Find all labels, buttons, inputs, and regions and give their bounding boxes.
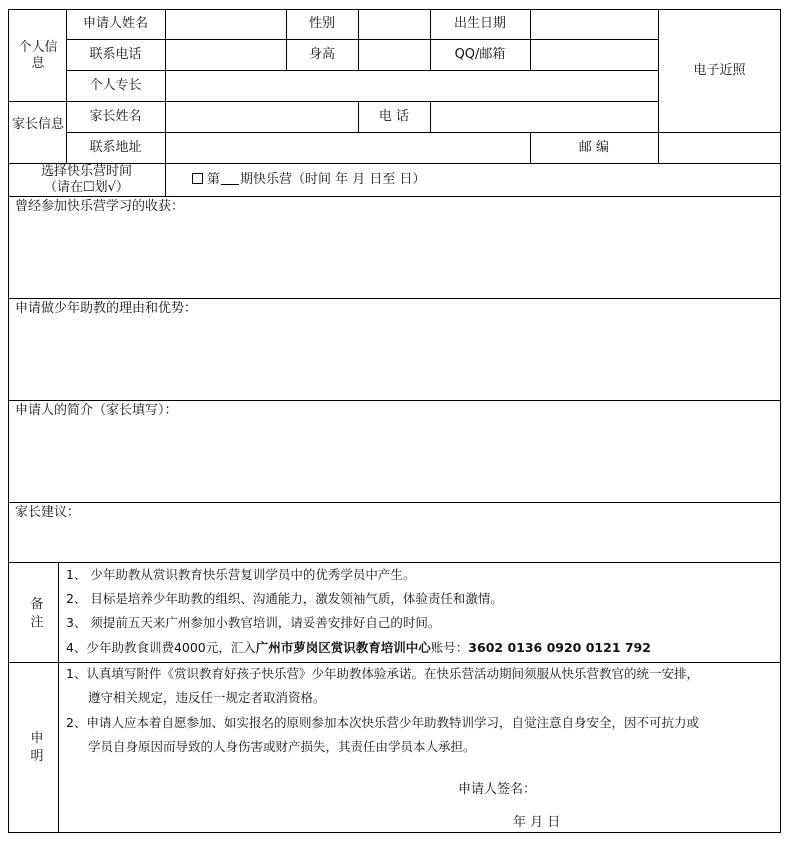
advice-field[interactable] (9, 522, 780, 562)
camp-option-prefix: 第 (207, 172, 221, 187)
height-label: 身高 (308, 47, 335, 62)
parent-phone-field[interactable] (431, 102, 658, 132)
intro-label: 申请人的简介（家长填写）： (15, 403, 178, 418)
remark-4-mid: 账号： (430, 640, 469, 655)
col-divider (58, 562, 59, 833)
remark-4-org: 广州市萝岗区赏识教育培训中心 (255, 640, 431, 655)
personal-info-label: 个人信息 (18, 40, 58, 71)
statement-2-line-1: 2、申请人应本着自愿参加、如实报名的原则参加本次快乐营少年助教特训学习，自觉注意自身安全，因不可抗力或 (66, 715, 699, 730)
row-divider (8, 400, 781, 401)
row-divider (8, 196, 781, 197)
signature-field[interactable] (546, 778, 706, 798)
row-divider (8, 662, 781, 663)
remark-4 (66, 640, 651, 656)
border-right (780, 9, 781, 833)
remark-2: 2、 目标是培养少年助教的组织、沟通能力，激发领袖气质，体验责任和激情。 (66, 591, 503, 606)
specialty-field[interactable] (166, 71, 658, 101)
parent-name-field[interactable] (166, 102, 358, 132)
border-bottom (8, 832, 781, 833)
gains-field[interactable] (9, 216, 780, 298)
height-field[interactable] (359, 40, 430, 70)
remark-3: 3、 须提前五天来广州参加小教官培训，请妥善安排好自己的时间。 (66, 615, 441, 630)
gender-label: 性别 (308, 16, 335, 31)
statement-1-line-1: 1、认真填写附件《赏识教育好孩子快乐营》少年助教体验承诺。在快乐营活动期间须服从快乐营教官的统一安排， (66, 666, 699, 681)
signature-label: 申请人签名： (458, 782, 537, 797)
birth-date-field[interactable] (531, 10, 658, 39)
camp-option[interactable] (192, 172, 426, 188)
camp-option-suffix: 期快乐营（时间 年 月 日至 日） (240, 172, 426, 187)
remark-1: 1、 少年助教从赏识教育快乐营复训学员中的优秀学员中产生。 (66, 567, 416, 582)
parent-info-label: 家长信息 (12, 117, 65, 132)
applicant-name-field[interactable] (166, 10, 286, 39)
reason-field[interactable] (9, 318, 780, 400)
session-number-blank[interactable] (221, 172, 239, 185)
applicant-name-label: 申请人姓名 (82, 16, 148, 31)
qq-email-label: QQ/邮箱 (454, 47, 506, 62)
checkbox-icon[interactable] (192, 173, 203, 184)
camp-select-hint: （请在☐划√） (44, 180, 129, 195)
remarks-label: 备注 (30, 597, 44, 630)
advice-label: 家长建议： (15, 505, 81, 520)
gains-label: 曾经参加快乐营学习的收获： (15, 199, 185, 214)
zip-label: 邮 编 (578, 140, 610, 155)
phone-field[interactable] (166, 40, 286, 70)
row-divider (8, 502, 781, 503)
parent-name-label: 家长姓名 (89, 109, 142, 124)
address-label: 联系地址 (89, 140, 142, 155)
photo-label: 电子近照 (693, 63, 746, 78)
date-label: 年 月 日 (513, 815, 561, 830)
camp-select-label: 选择快乐营时间 (40, 164, 132, 179)
address-field[interactable] (166, 133, 530, 163)
gender-field[interactable] (359, 10, 430, 39)
remark-4-prefix: 4、少年助教食训费4000元，汇入 (66, 640, 256, 655)
statement-label: 申明 (30, 731, 44, 764)
intro-field[interactable] (9, 420, 780, 502)
statement-2-line-2: 学员自身原因而导致的人身伤害或财产损失，其责任由学员本人承担。 (88, 739, 476, 754)
photo-area[interactable] (659, 10, 780, 132)
birth-date-label: 出生日期 (453, 16, 506, 31)
parent-phone-label: 电 话 (378, 109, 410, 124)
qq-email-field[interactable] (531, 40, 658, 70)
row-divider (8, 298, 781, 299)
remark-4-account: 3602 0136 0920 0121 792 (468, 640, 651, 655)
phone-label: 联系电话 (89, 47, 142, 62)
zip-field[interactable] (659, 133, 780, 163)
specialty-label: 个人专长 (89, 78, 142, 93)
statement-1-line-2: 遵守相关规定，违反任一规定者取消资格。 (88, 690, 326, 705)
reason-label: 申请做少年助教的理由和优势： (15, 301, 198, 316)
row-divider (8, 562, 781, 563)
